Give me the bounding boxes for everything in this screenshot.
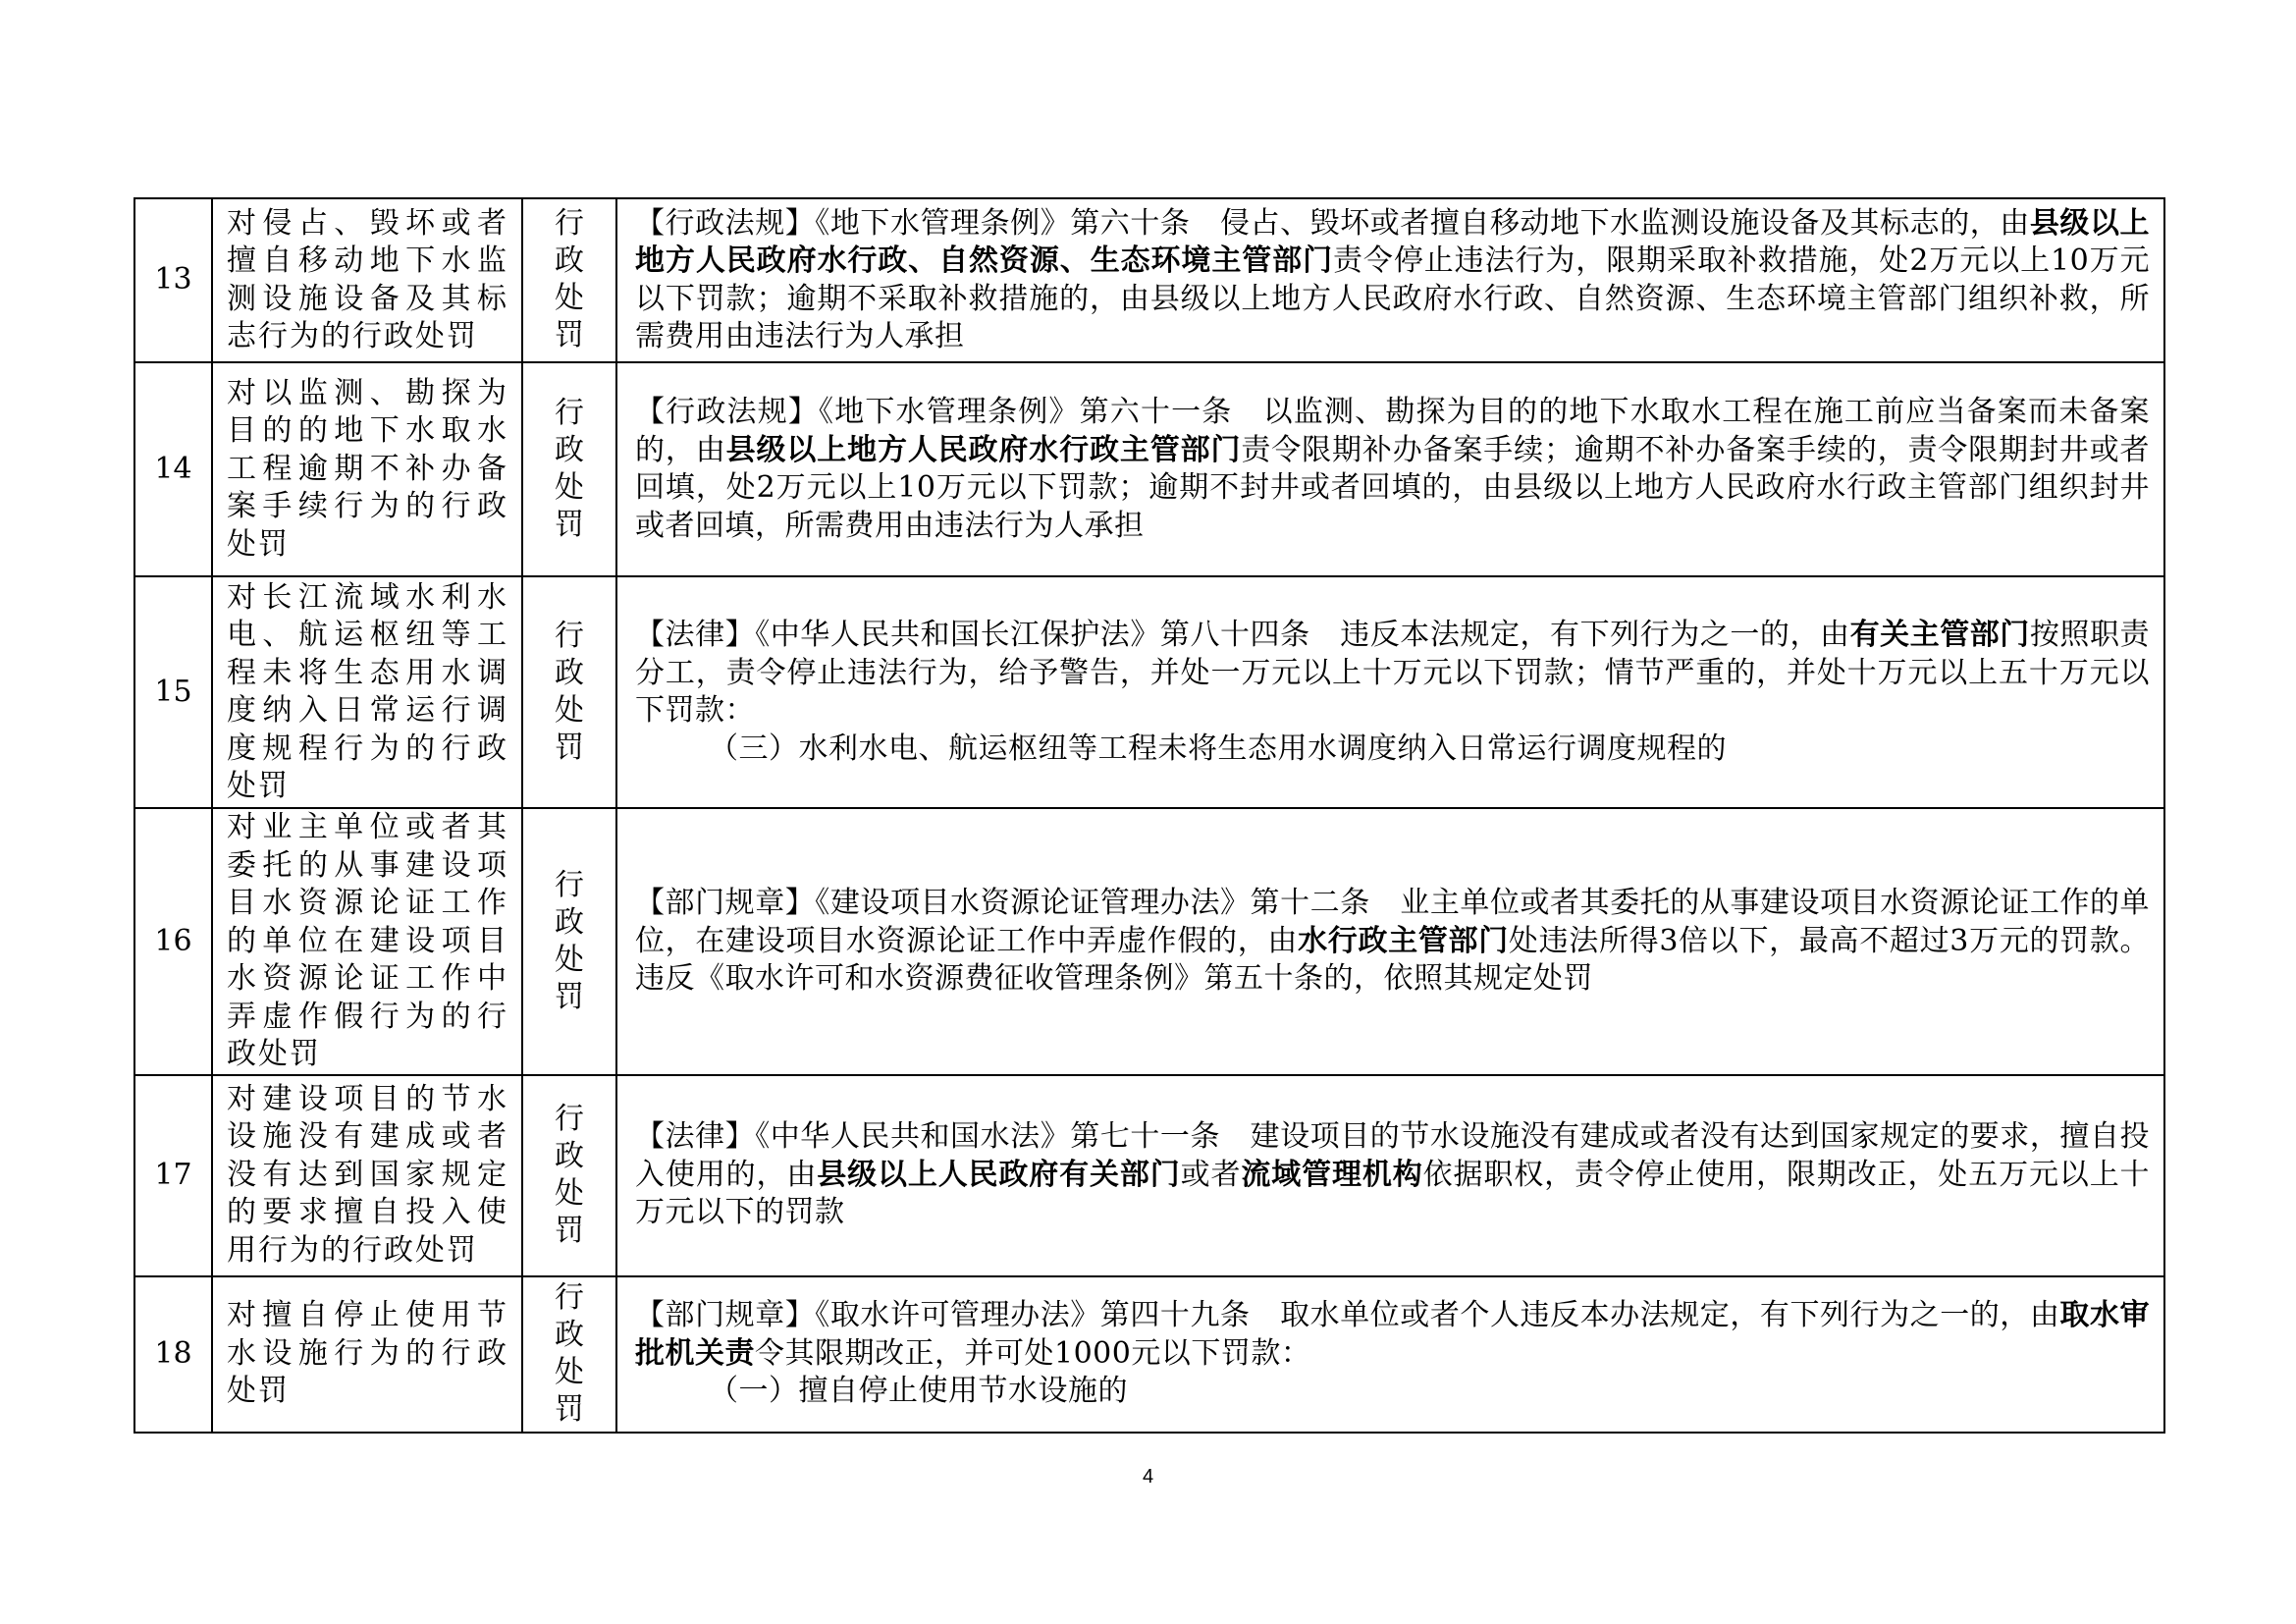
penalty-type [522,808,616,1075]
penalty-type-text: 行政处罚 [555,1279,584,1427]
row-number: 13 [134,198,212,362]
table-row [134,198,2164,362]
penalty-type [522,362,616,576]
basis-segment: 责令限期补办备案手续；逾期不补办备案手续的，责令限期封井或者回填，处2万元以上10万元以下罚款；逾期不封井或者回填的，由县级以上地方人民政府水行政主管部门组织封井或者回填，所需费用由违法行为人承担 [635,432,2151,543]
basis-authority: 县级以上人民政府有关部门 [817,1157,1181,1192]
basis-segment: 令其限期改正，并可处1000元以下罚款： [755,1335,1311,1371]
penalty-item: 对擅自停止使用节水设施行为的行政处罚 [212,1276,522,1433]
legal-basis [616,198,2164,362]
penalty-item: 对以监测、勘探为目的的地下水取水工程逾期不补办备案手续行为的行政处罚 [212,362,522,576]
penalty-item: 对建设项目的节水设施没有建成或者没有达到国家规定的要求擅自投入使用行为的行政处罚 [212,1075,522,1276]
basis-segment: 或者 [1180,1157,1242,1192]
basis-clause: （三）水利水电、航运枢纽等工程未将生态用水调度纳入日常运行调度规程的 [709,731,1727,766]
legal-basis [616,1075,2164,1276]
basis-authority: 县级以上地方人民政府水行政、自然资源、生态环境主管部门 [635,205,2151,278]
basis-authority: 有关主管部门 [1849,618,2030,652]
table-row [134,362,2164,576]
penalty-type [522,1276,616,1433]
basis-segment: 【行政法规】《地下水管理条例》第六十条 侵占、毁坏或者擅自移动地下水监测设施设备及其标志的，由 [635,205,2030,241]
penalty-type [522,1075,616,1276]
basis-text [635,618,2150,728]
basis-authority: 取水审批机关责 [635,1298,2151,1371]
row-number: 17 [134,1075,212,1276]
basis-authority: 县级以上地方人民政府水行政主管部门 [725,432,1242,467]
basis-authority: 流域管理机构 [1241,1157,1423,1192]
penalty-type-text: 行政处罚 [555,206,584,353]
basis-segment: 按照职责分工，责令停止违法行为，给予警告，并处一万元以上十万元以下罚款；情节严重的，并处十万元以上五十万元以下罚款： [635,618,2151,728]
table-row [134,1075,2164,1276]
basis-segment: 【行政法规】《地下水管理条例》第六十一条 以监测、勘探为目的的地下水取水工程在施工前应当备案而未备案的，由 [635,395,2150,467]
legal-basis [616,808,2164,1075]
row-number: 18 [134,1276,212,1433]
legal-basis [616,1276,2164,1433]
table-row [134,808,2164,1075]
basis-segment: 【部门规章】《取水许可管理办法》第四十九条 取水单位或者个人违反本办法规定，有下列行为之一的，由 [635,1298,2060,1333]
basis-text [635,206,2150,354]
penalty-type-text: 行政处罚 [555,1101,584,1248]
penalty-type [522,198,616,362]
basis-segment: 【法律】《中华人民共和国长江保护法》第八十四条 违反本法规定，有下列行为之一的，由 [635,618,1850,652]
row-number: 15 [134,576,212,808]
penalty-item: 对业主单位或者其委托的从事建设项目水资源论证工作的单位在建设项目水资源论证工作中弄虚作假行为的行政处罚 [212,808,522,1075]
penalty-type-text: 行政处罚 [555,867,584,1014]
basis-segment: 【部门规章】《建设项目水资源论证管理办法》第十二条 业主单位或者其委托的从事建设项目水资源论证工作的单位，在建设项目水资源论证工作中弄虚作假的，由 [635,886,2150,958]
legal-basis [616,362,2164,576]
penalty-type [522,576,616,808]
penalty-table [133,197,2165,1434]
penalty-item: 对长江流域水利水电、航运枢纽等工程未将生态用水调度纳入日常运行调度规程行为的行政处罚 [212,576,522,808]
penalty-item: 对侵占、毁坏或者擅自移动地下水监测设施设备及其标志行为的行政处罚 [212,198,522,362]
row-number: 14 [134,362,212,576]
table-row [134,1276,2164,1433]
basis-clause: （一）擅自停止使用节水设施的 [709,1374,1128,1409]
page-number: 4 [1142,1466,1154,1488]
basis-segment: 处违法所得3倍以下，最高不超过3万元的罚款。违反《取水许可和水资源费征收管理条例》第五十条的，依照其规定处罚 [635,923,2151,996]
penalty-type-text: 行政处罚 [555,618,584,765]
row-number: 16 [134,808,212,1075]
basis-segment: 责令停止违法行为，限期采取补救措施，处2万元以上10万元以下罚款；逾期不采取补救措施的，由县级以上地方人民政府水行政、自然资源、生态环境主管部门组织补救，所需费用由违法行为人承担 [635,244,2150,353]
penalty-type-text: 行政处罚 [555,395,584,542]
basis-text [635,886,2150,996]
table-row [134,576,2164,808]
basis-text [635,1119,2150,1229]
basis-text [635,1298,2150,1371]
basis-segment: 【法律】《中华人民共和国水法》第七十一条 建设项目的节水设施没有建成或者没有达到国家规定的要求，擅自投入使用的，由 [635,1119,2150,1192]
basis-segment: 依据职权，责令停止使用，限期改正，处五万元以上十万元以下的罚款 [635,1157,2151,1230]
basis-text [635,395,2150,543]
basis-authority: 水行政主管部门 [1298,923,1509,958]
legal-basis [616,576,2164,808]
